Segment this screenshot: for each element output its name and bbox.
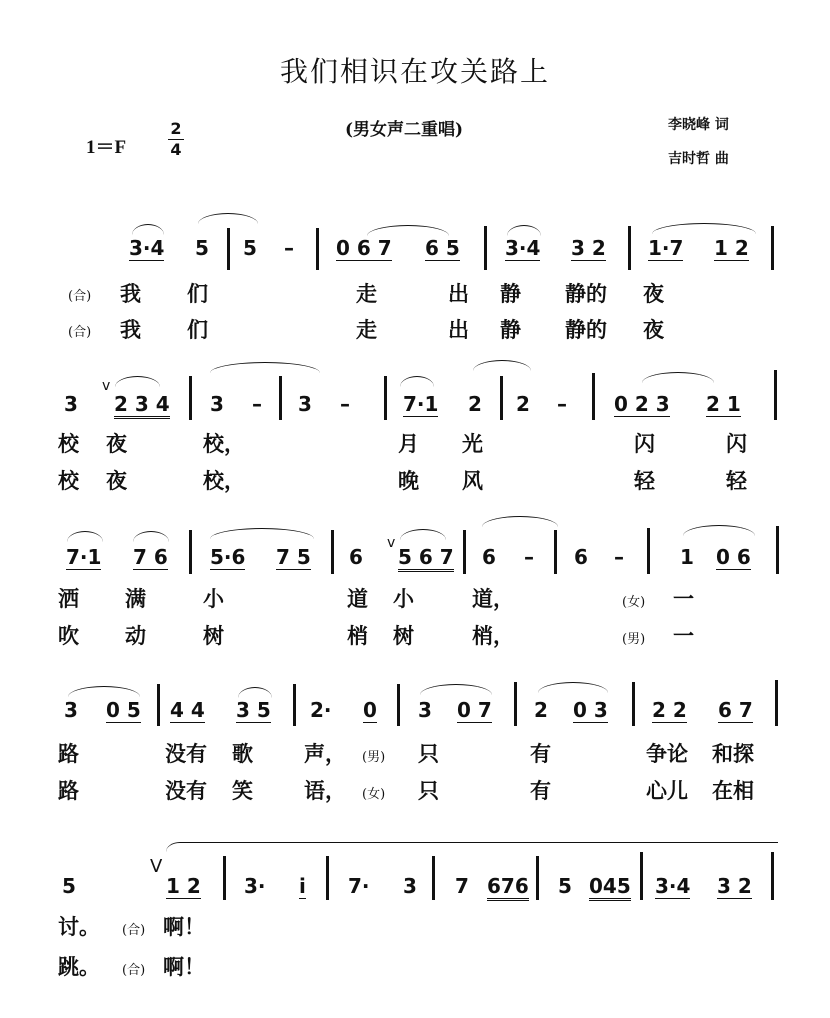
lyric: 走 [356,317,377,342]
bar-line [514,682,517,726]
lyric: 夜 [643,317,664,342]
lyric: 梢， [472,623,514,648]
lyric: 夜 [106,468,127,493]
slur [238,687,272,698]
note: 2 [468,392,482,416]
lyric: 没有 [165,778,207,803]
lyric: 轻 [726,468,747,493]
time-signature [168,120,184,159]
lyric: 只 [418,778,439,803]
lyric: 路 [58,741,79,766]
lyric: 闪 [634,431,655,456]
note: 3 [298,392,312,416]
lyric: 光 [462,431,483,456]
lyric: 静 [500,281,521,306]
lyric: 树 [203,623,224,648]
note: 1 [680,545,694,569]
slur [507,225,541,236]
note: 0 6 7 [336,236,392,260]
lyric: 轻 [634,468,655,493]
voice-label: (合) [68,289,92,304]
voice-label: (合) [122,963,146,978]
lyric: 啊！ [163,954,205,979]
note: 0 7 [457,698,492,722]
note: 5 [195,236,209,260]
slur [210,528,314,539]
lyric: 歌 [232,741,253,766]
bar-line [774,370,777,420]
note: 3·4 [505,236,541,260]
lyric: 洒 [58,586,79,611]
lyric: 风 [462,468,483,493]
bar-line [463,530,466,574]
note: 7 6 [133,545,168,569]
bar-line [554,530,557,574]
voice-label: (女) [622,595,646,610]
note: 3 [403,874,417,898]
tie [210,362,320,373]
bar-line [536,856,539,900]
note: 2 [516,392,530,416]
lyric: 树 [393,623,414,648]
dash: – [524,545,534,569]
note: 0 [363,698,377,722]
breath-mark: v [102,378,111,394]
lyric: 校 [58,431,79,456]
lyric: 们 [187,281,208,306]
bar-line [647,528,650,574]
subtitle: (男女声二重唱) [345,120,464,140]
note: 0 5 [106,698,141,722]
voice-label: (女) [362,787,386,802]
composer-credit: 吉时哲 曲 [668,151,729,167]
slur [115,376,160,387]
bar-line [293,684,296,726]
note: 3 [64,698,78,722]
lyric: 笑 [232,778,253,803]
bar-line [771,226,774,270]
breath-mark: V [150,856,163,877]
time-denominator: 4 [170,140,182,159]
lyric: 静的 [565,281,607,306]
note: 3 [210,392,224,416]
time-numerator: 2 [170,119,182,138]
lyric: 心儿 [646,778,688,803]
note: 6 [574,545,588,569]
lyric: 们 [187,317,208,342]
note: 3· [244,874,266,898]
breath-mark: v [387,535,396,551]
note: 7·1 [403,392,439,416]
note: 3 [418,698,432,722]
note: 5 [243,236,257,260]
note: 7 5 [276,545,311,569]
lyric: 我 [120,317,141,342]
note: 0 3 [573,698,608,722]
bar-line [484,226,487,270]
dash: – [614,545,624,569]
bar-line [432,856,435,900]
voice-label: (合) [68,325,92,340]
note: 3 2 [571,236,606,260]
lyric: 校， [203,468,245,493]
bar-line [397,684,400,726]
slur [132,224,164,235]
note: 7·1 [66,545,102,569]
bar-line [771,852,774,900]
slur [683,525,755,536]
lyric: 校 [58,468,79,493]
lyric: 和探 [712,741,754,766]
note: 5 [62,874,76,898]
bar-line [157,684,160,726]
key-signature: 1＝F [86,137,127,158]
slur [652,223,756,234]
bar-line [189,376,192,420]
bar-line [384,376,387,420]
lyric: 梢 [347,623,368,648]
bar-line [189,530,192,574]
lyric: 我 [120,281,141,306]
lyric: 出 [448,317,469,342]
note: 1 2 [714,236,749,260]
bar-line [775,680,778,726]
lyric: 啊！ [163,914,205,939]
voice-label: (男) [362,750,386,765]
lyric: 道， [472,586,514,611]
lyric: 吹 [58,623,79,648]
dash: – [557,392,567,416]
note: 5·6 [210,545,246,569]
slur [67,531,103,542]
lyric: 夜 [643,281,664,306]
slur [420,684,492,695]
dash: – [340,392,350,416]
bar-line [223,856,226,900]
bar-line [628,226,631,270]
note: 5 [558,874,572,898]
note: 3·4 [129,236,165,260]
song-title: 我们相识在攻关路上 [279,55,550,88]
lyric: 小 [393,586,414,611]
lyric: 校， [203,431,245,456]
dash: – [252,392,262,416]
note: 3·4 [655,874,691,898]
note: 3 5 [236,698,271,722]
note: 3 2 [717,874,752,898]
lyric: 没有 [165,741,207,766]
bar-line [632,682,635,726]
note: i [299,874,306,898]
lyric: 只 [418,741,439,766]
lyric: 一 [673,623,694,648]
lyric: 晚 [398,468,419,493]
note: 2 3 4 [114,392,170,419]
note: 2 1 [706,392,741,416]
lyric: 满 [125,586,146,611]
bar-line [331,530,334,574]
bar-line [316,228,319,270]
lyric: 声， [304,741,346,766]
lyric: 在相 [712,778,754,803]
bar-line [227,228,230,270]
slur [400,529,446,540]
voice-label: (合) [122,923,146,938]
note: 4 4 [170,698,205,722]
note: 1·7 [648,236,684,260]
note: 6 [349,545,363,569]
lyricist-credit: 李晓峰 词 [668,117,729,133]
slur [166,842,778,853]
slur [133,531,169,542]
note: 1 2 [166,874,201,898]
note: 6 [482,545,496,569]
lyric: 夜 [106,431,127,456]
slur [68,686,140,697]
bar-line [326,856,329,900]
bar-line [279,376,282,420]
note: 2 2 [652,698,687,722]
lyric: 一 [673,586,694,611]
note: 5 6 7 [398,545,454,572]
lyric: 小 [203,586,224,611]
note: 7 [455,874,469,898]
bar-line [640,852,643,900]
slur [400,376,434,387]
lyric: 争论 [646,741,688,766]
lyric: 有 [530,741,551,766]
note: 2· [310,698,332,722]
bar-line [500,376,503,420]
lyric: 动 [125,623,146,648]
slur [538,682,608,693]
lyric: 闪 [726,431,747,456]
note: 0 2 3 [614,392,670,416]
dash: – [284,236,294,260]
lyric: 路 [58,778,79,803]
tie [482,516,558,527]
lyric: 有 [530,778,551,803]
lyric: 月 [398,431,419,456]
lyric: 出 [448,281,469,306]
note: 2 [534,698,548,722]
note: 6 5 [425,236,460,260]
bar-line [776,526,779,574]
lyric: 走 [356,281,377,306]
lyric: 讨。 [58,914,100,939]
note: 0 6 [716,545,751,569]
bar-line [592,373,595,420]
note: 676 [487,874,529,901]
voice-label: (男) [622,632,646,647]
lyric: 语， [304,778,346,803]
lyric: 静的 [565,317,607,342]
note: 3 [64,392,78,416]
lyric: 静 [500,317,521,342]
note: 6 7 [718,698,753,722]
lyric: 道 [347,586,368,611]
slur [642,372,714,383]
note: 045 [589,874,631,901]
lyric: 跳。 [58,954,100,979]
slur [367,225,449,236]
note: 7· [348,874,370,898]
tie [198,213,258,224]
tie [473,360,531,371]
